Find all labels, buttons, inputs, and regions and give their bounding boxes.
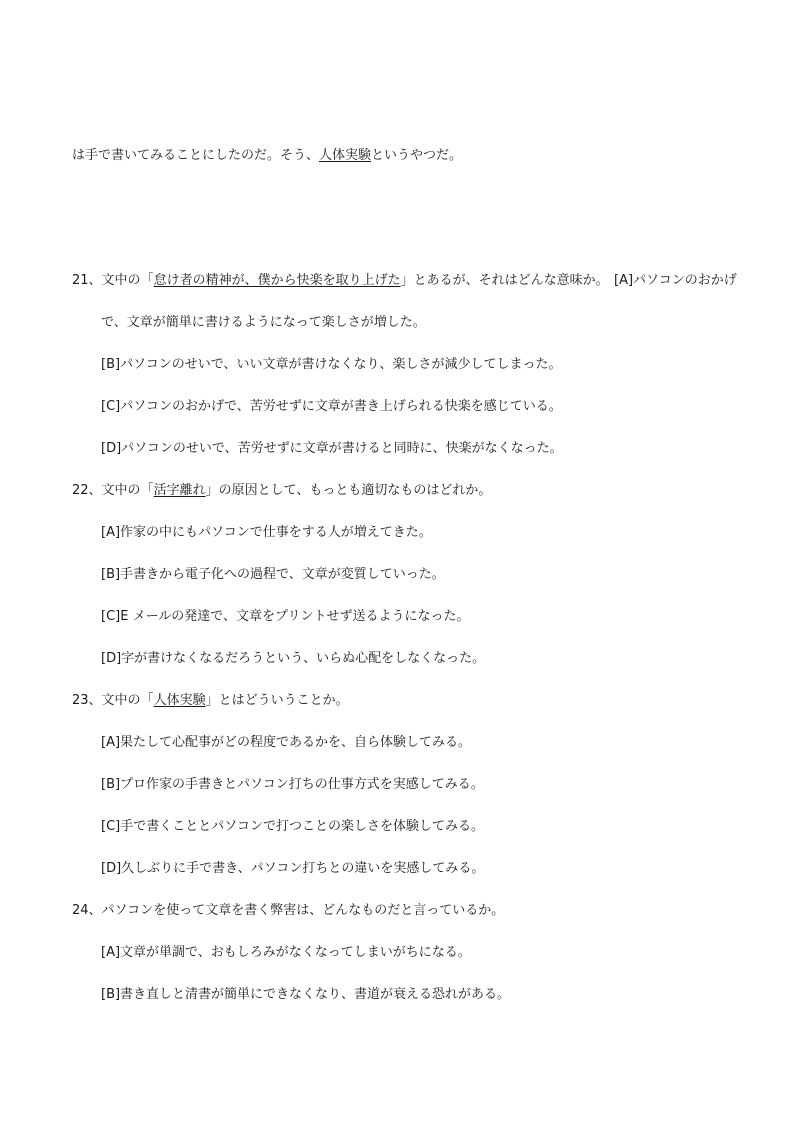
option-21b: [B]パソコンのせいで、いい文章が書けなくなり、楽しさが減少してしまった。 bbox=[101, 357, 562, 372]
option-21d: [D]パソコンのせいで、苦労せずに文章が書けると同時に、快楽がなくなった。 bbox=[101, 441, 563, 456]
option-22d: [D]字が書けなくなるだろうという、いらぬ心配をしなくなった。 bbox=[101, 651, 486, 666]
option-22c: [C]E メールの発達で、文章をプリントせず送るようになった。 bbox=[101, 609, 470, 624]
option-22a: [A]作家の中にもパソコンで仕事をする人が増えてきた。 bbox=[101, 525, 432, 540]
question-22-stem bbox=[72, 482, 491, 500]
question-text: 文中の「 bbox=[101, 273, 154, 288]
question-number: 24、 bbox=[72, 903, 102, 918]
option-23b: [B]プロ作家の手書きとパソコン打ちの仕事方式を実感してみる。 bbox=[101, 777, 484, 792]
option-23a: [A]果たして心配事がどの程度であるかを、自ら体験してみる。 bbox=[101, 735, 472, 750]
option-21c: [C]パソコンのおかげで、苦労せずに文章が書き上げられる快楽を感じている。 bbox=[101, 399, 562, 414]
question-number: 21、 bbox=[72, 273, 102, 288]
intro-line bbox=[72, 147, 462, 165]
question-underlined-text: 怠け者の精神が、僕から快楽を取り上げた bbox=[153, 273, 401, 288]
question-text-end: 」とあるが、それはどんな意味か。 bbox=[400, 273, 609, 288]
question-24-stem bbox=[72, 902, 504, 920]
option-23d: [D]久しぶりに手で書き、パソコン打ちとの違いを実感してみる。 bbox=[101, 861, 485, 876]
question-text-end: 」とはどういうことか。 bbox=[205, 693, 349, 708]
option-21a: [A]パソコンのおかげ bbox=[614, 273, 737, 288]
question-text: 文中の「 bbox=[101, 483, 154, 498]
question-number: 23、 bbox=[72, 693, 102, 708]
option-21a-continued: で、文章が簡単に書けるようになって楽しさが増した。 bbox=[101, 315, 426, 330]
question-text: パソコンを使って文章を書く弊害は、どんなものだと言っているか。 bbox=[101, 903, 505, 918]
intro-underlined-text: 人体実験 bbox=[319, 148, 372, 163]
option-24b: [B]書き直しと清書が簡単にできなくなり、書道が衰える恐れがある。 bbox=[101, 987, 511, 1002]
question-21-stem bbox=[72, 272, 609, 290]
intro-text-end: というやつだ。 bbox=[371, 148, 463, 163]
option-23c: [C]手で書くこととパソコンで打つことの楽しさを体験してみる。 bbox=[101, 819, 484, 834]
question-underlined-text: 人体実験 bbox=[153, 693, 206, 708]
question-text: 文中の「 bbox=[101, 693, 154, 708]
question-text-end: 」の原因として、もっとも適切なものはどれか。 bbox=[205, 483, 492, 498]
question-number: 22、 bbox=[72, 483, 102, 498]
option-24a: [A]文章が単調で、おもしろみがなくなってしまいがちになる。 bbox=[101, 945, 471, 960]
intro-text: は手で書いてみることにしたのだ。そう、 bbox=[72, 148, 320, 163]
option-22b: [B]手書きから電子化への過程で、文章が変質していった。 bbox=[101, 567, 445, 582]
question-23-stem bbox=[72, 692, 349, 710]
question-underlined-text: 活字離れ bbox=[153, 483, 206, 498]
